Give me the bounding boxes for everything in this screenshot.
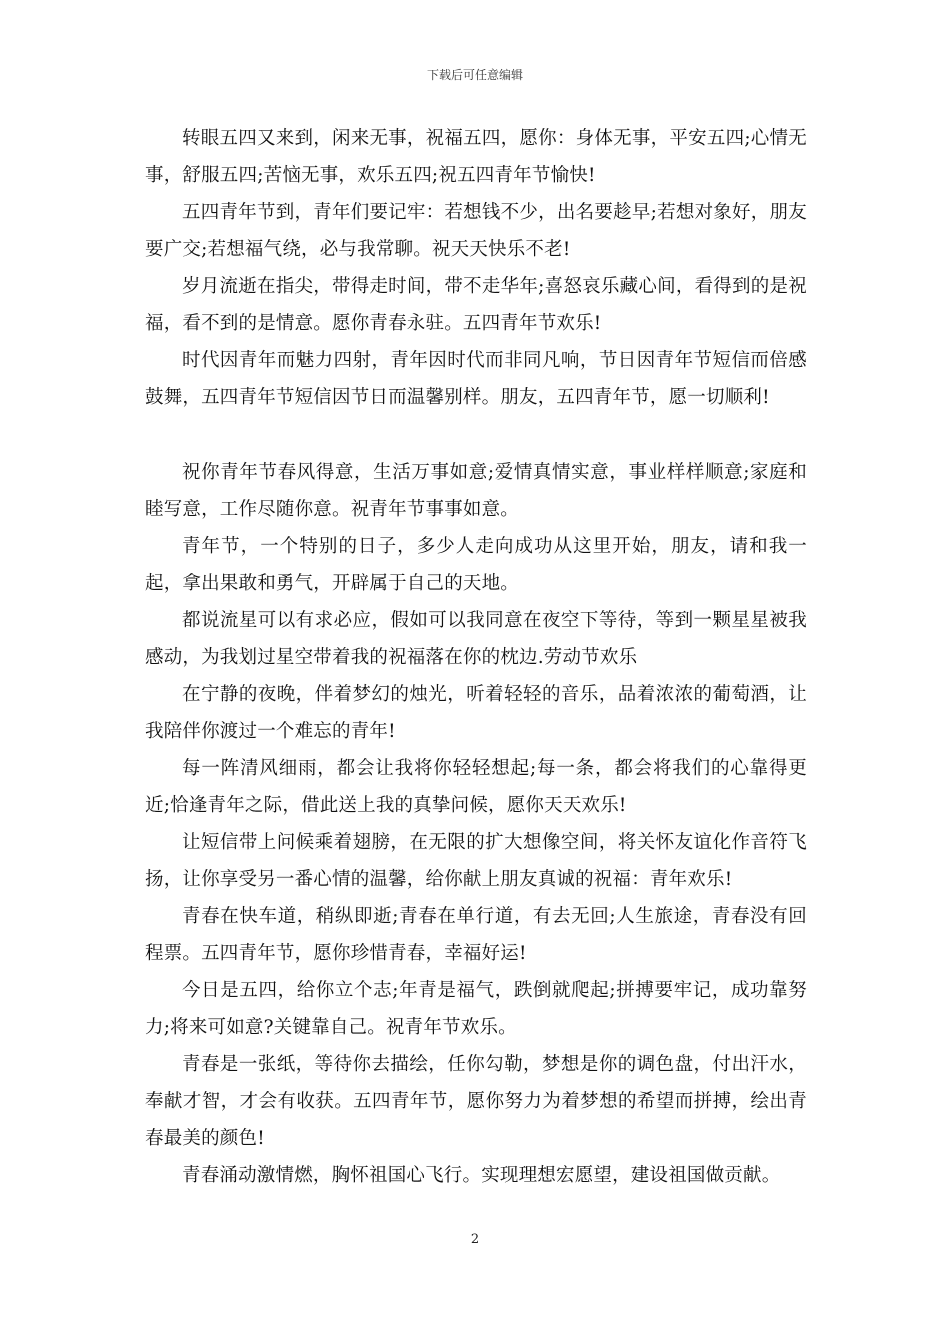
paragraph: 岁月流逝在指尖，带得走时间，带不走华年;喜怒哀乐藏心间，看得到的是祝福，看不到的是情意。愿你青春永驻。五四青年节欢乐! [145, 276, 807, 334]
document-body [145, 120, 807, 1194]
paragraph: 青春在快车道，稍纵即逝;青春在单行道，有去无回;人生旅途，青春没有回程票。五四青年节，愿你珍惜青春，幸福好运! [145, 906, 807, 964]
section-gap [145, 416, 807, 454]
paragraph: 让短信带上问候乘着翅膀，在无限的扩大想像空间，将关怀友谊化作音符飞扬，让你享受另一番心情的温馨，给你献上朋友真诚的祝福：青年欢乐! [145, 832, 807, 890]
paragraph: 今日是五四，给你立个志;年青是福气，跌倒就爬起;拼搏要牢记，成功靠努力;将来可如意?关键靠自己。祝青年节欢乐。 [145, 980, 807, 1038]
paragraph: 青年节，一个特别的日子，多少人走向成功从这里开始，朋友，请和我一起，拿出果敢和勇气，开辟属于自己的天地。 [145, 536, 807, 594]
paragraph: 青春是一张纸，等待你去描绘，任你勾勒，梦想是你的调色盘，付出汗水，奉献才智，才会有收获。五四青年节，愿你努力为着梦想的希望而拼搏，绘出青春最美的颜色! [145, 1054, 807, 1149]
page-number: 2 [470, 1232, 480, 1247]
paragraph: 都说流星可以有求必应，假如可以我同意在夜空下等待，等到一颗星星被我感动，为我划过星空带着我的祝福落在你的枕边.劳动节欢乐 [145, 610, 807, 668]
paragraph: 青春涌动激情燃，胸怀祖国心飞行。实现理想宏愿望，建设祖国做贡献。 [182, 1165, 781, 1186]
paragraph: 转眼五四又来到，闲来无事，祝福五四，愿你：身体无事，平安五四;心情无事，舒服五四;苦恼无事，欢乐五四;祝五四青年节愉快! [145, 128, 807, 186]
paragraph: 祝你青年节春风得意，生活万事如意;爱情真情实意，事业样样顺意;家庭和睦写意，工作尽随你意。祝青年节事事如意。 [145, 462, 807, 520]
paragraph: 每一阵清风细雨，都会让我将你轻轻想起;每一条，都会将我们的心靠得更近;恰逢青年之际，借此送上我的真挚问候，愿你天天欢乐! [145, 758, 807, 816]
paragraph: 时代因青年而魅力四射，青年因时代而非同凡响，节日因青年节短信而倍感鼓舞，五四青年节短信因节日而温馨别样。朋友，五四青年节，愿一切顺利! [145, 350, 807, 408]
paragraph: 在宁静的夜晚，伴着梦幻的烛光，听着轻轻的音乐，品着浓浓的葡萄酒，让我陪伴你渡过一个难忘的青年! [145, 684, 807, 742]
paragraph: 五四青年节到，青年们要记牢：若想钱不少，出名要趁早;若想对象好，朋友要广交;若想福气绕，必与我常聊。祝天天快乐不老! [145, 202, 807, 260]
page-header: 下载后可任意编辑 [426, 68, 523, 82]
